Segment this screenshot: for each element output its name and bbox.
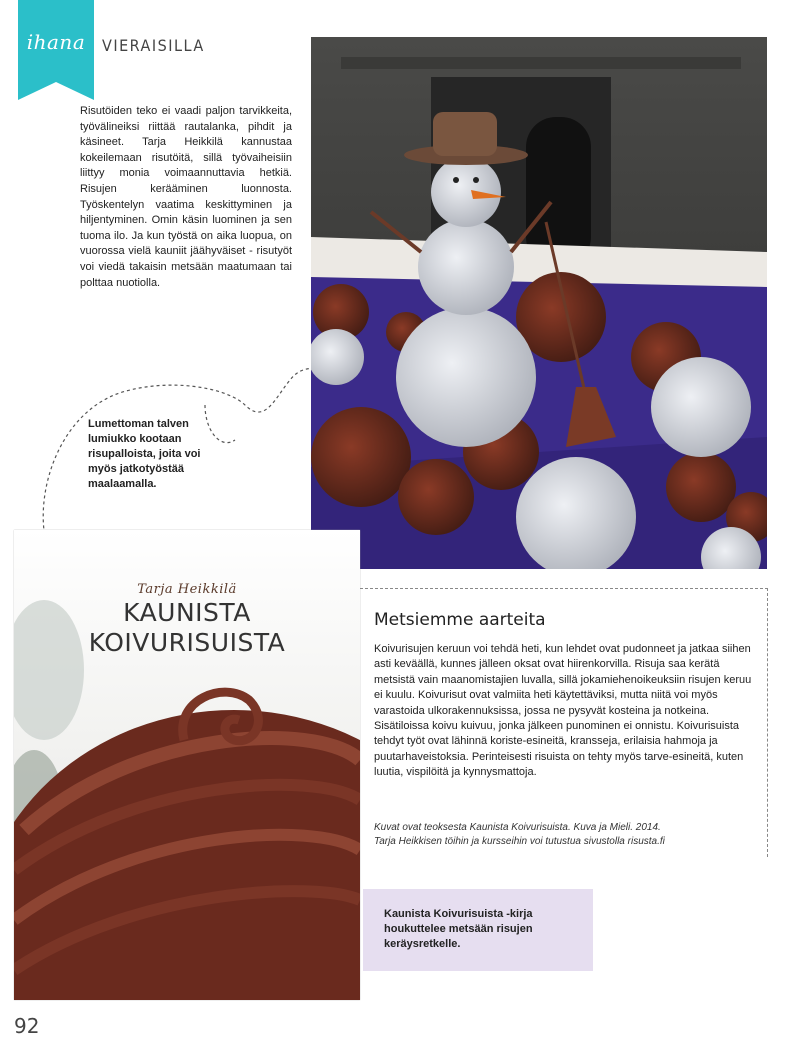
article-body: Koivurisujen keruun voi tehdä heti, kun lehdet ovat pudonneet ja jatkaa siihen asti keväällä, kunnes jälleen oksat ovat hiirenkorvilla. Risuja saa kerätä metsistä vain maanomistajien luvalla, sillä jokamiehenoikeuksiin risujen keruu ei kuulu. Koivurisut ovat valmiita heti käytettäviksi, mutta niitä voi myös varastoida ulkorakennuksissa, jossa ne pysyvät kosteina ja notkeina. Sisätiloissa koivu kuivuu, jonka jälkeen punominen ei onnistu. Koivurisuista tehdyt työt ovat lähinnä koriste-esineitä, kransseja, erilaisia hahmoja ja puutarhaveistoksia. Perinteisesti risuista on tehty myös tarve-esineitä, kuten luutia, vispilöitä ja kynnysmattoja.: [374, 643, 752, 779]
photo-caption: Lumettoman talven lumiukko kootaan risupalloista, joita voi myös jatkotyöstää maalaamalla.: [88, 418, 201, 490]
page-number: 92: [14, 1014, 40, 1038]
brand-tab: [18, 0, 94, 82]
book-author: Tarja Heikkilä: [137, 582, 237, 597]
credits-line-2: Tarja Heikkisen töihin ja kursseihin voi tutustua sivustolla risusta.fi: [374, 836, 665, 847]
section-title: VIERAISILLA: [102, 36, 205, 55]
book-title-line-2: KOIVURISUISTA: [88, 628, 286, 657]
snowman-photo: [311, 37, 767, 569]
book-title-line-1: KAUNISTA: [123, 598, 251, 627]
book-cover: [14, 530, 360, 1000]
brand-name: ihana: [26, 30, 86, 54]
article-title: Metsiemme aarteita: [374, 610, 546, 630]
book-title: [14, 598, 360, 658]
intro-paragraph: Risutöiden teko ei vaadi paljon tarvikkeita, työvälineiksi riittää rautalanka, pihdit ja käsineet. Tarja Heikkilä kannustaa kokeilemaan risutöitä, sillä työvaiheisiin liittyy monia voimaannuttavia hetkiä. Risujen kerääminen luonnosta. Työskentelyn vaatima keskittyminen ja hiljentyminen. Omin käsin luominen ja sen tuoma ilo. Ja kun työstä on aika luopua, on vuorossa vielä kauniit jäähyväiset - risutyöt voi viedä takaisin metsään maatumaan tai polttaa nuotiolla.: [80, 105, 292, 289]
photo-credits: [374, 821, 756, 849]
credits-line-1: Kuvat ovat teoksesta Kaunista Koivurisuista. Kuva ja Mieli. 2014.: [374, 822, 661, 833]
book-caption: Kaunista Koivurisuista -kirja houkuttelee metsään risujen keräysretkelle.: [384, 908, 533, 950]
